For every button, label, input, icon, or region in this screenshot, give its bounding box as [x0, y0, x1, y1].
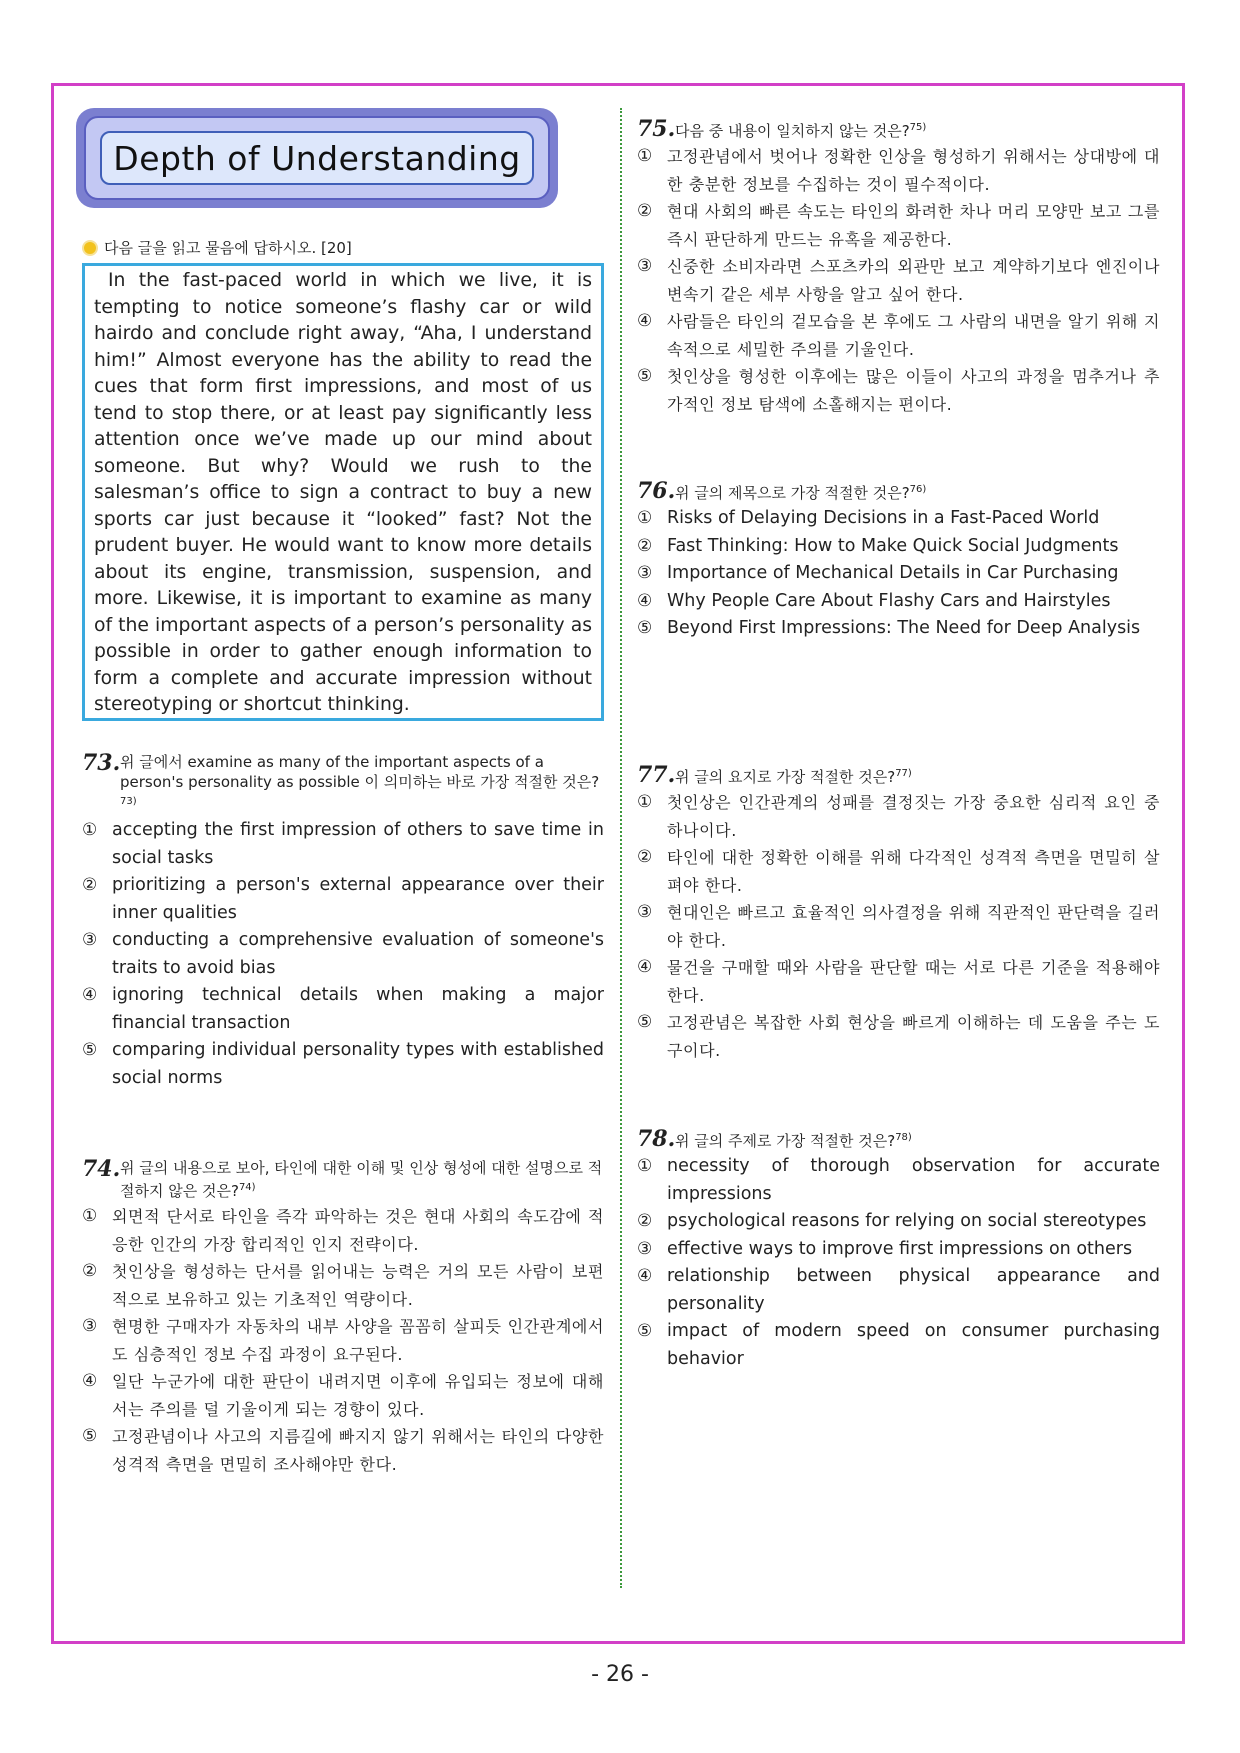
option-4[interactable]: ④ 일단 누군가에 대한 판단이 내려지면 이후에 유입되는 정보에 대해서는 주의를 덜 기울이게 되는 경향이 있다. — [82, 1371, 604, 1419]
passage-text: In the fast-paced world in which we live, it is tempting to notice someone’s flashy car or wild hairdo and conclude right away, “Aha, I understand him!” Almost everyone has the ability to read the cues that form first impressions, and most of us tend to stop there, or at least pay significantly less attention once we’ve made up our mind about someone. But why? Would we rush to the salesman’s office to sign a contract to buy a new sports car just because it “looked” fast? Not the prudent buyer. He would want to know more details about its engine, transmission, suspension, and more. Likewise, it is important to examine as many of the important aspects of a person’s personality as possible in order to gather enough information to form a complete and accurate impression without stereotyping or shortcut thinking. — [94, 270, 592, 715]
option-3[interactable]: ③ Importance of Mechanical Details in Car Purchasing — [637, 563, 1119, 583]
option-3[interactable]: ③ conducting a comprehensive evaluation of someone's traits to avoid bias — [82, 930, 604, 978]
option-5[interactable]: ⑤ 고정관념은 복잡한 사회 현상을 빠르게 이해하는 데 도움을 주는 도구이다. — [637, 1012, 1160, 1060]
page-title: Depth of Understanding — [113, 138, 521, 178]
option-4[interactable]: ④ relationship between physical appearance and personality — [637, 1266, 1160, 1314]
question-ref: 74) — [238, 1182, 256, 1193]
question-ref: 77) — [895, 768, 912, 779]
question-78 — [637, 1128, 1160, 1373]
option-4[interactable]: ④ 사람들은 타인의 겉모습을 본 후에도 그 사람의 내면을 알기 위해 지속적으로 세밀한 주의를 기울인다. — [637, 311, 1160, 359]
option-1[interactable]: ① Risks of Delaying Decisions in a Fast-Paced World — [637, 508, 1100, 528]
question-number: 78. — [637, 1126, 676, 1152]
question-number: 77. — [637, 762, 676, 788]
option-5[interactable]: ⑤ comparing individual personality types with established social norms — [82, 1040, 604, 1088]
flower-icon — [82, 240, 98, 256]
question-ref: 76) — [909, 484, 927, 495]
option-4[interactable]: ④ Why People Care About Flashy Cars and Hairstyles — [637, 590, 1111, 611]
question-76 — [637, 480, 1160, 643]
option-1[interactable]: ① accepting the first impression of others to save time in social tasks — [82, 820, 604, 868]
option-2[interactable]: ② 타인에 대한 정확한 이해를 위해 다각적인 성격적 측면을 면밀히 살펴야 한다. — [637, 847, 1160, 895]
option-1[interactable]: ① 고정관념에서 벗어나 정확한 인상을 형성하기 위해서는 상대방에 대한 충분한 정보를 수집하는 것이 필수적이다. — [637, 146, 1160, 194]
question-73 — [82, 752, 604, 1092]
option-2[interactable]: ② Fast Thinking: How to Make Quick Social Judgments — [637, 535, 1119, 556]
option-1[interactable]: ① 외면적 단서로 타인을 즉각 파악하는 것은 현대 사회의 속도감에 적응한 인간의 가장 합리적인 인지 전략이다. — [82, 1206, 604, 1254]
question-number: 76. — [637, 478, 676, 504]
reading-passage — [82, 263, 604, 721]
option-1[interactable]: ① 첫인상은 인간관계의 성패를 결정짓는 가장 중요한 심리적 요인 중 하나이다. — [637, 792, 1160, 840]
option-4[interactable]: ④ ignoring technical details when making a major financial transaction — [82, 985, 604, 1033]
question-77 — [637, 764, 1160, 1064]
instruction-text: 다음 글을 읽고 물음에 답하시오. [20] — [104, 239, 352, 257]
option-2[interactable]: ② 현대 사회의 빠른 속도는 타인의 화려한 차나 머리 모양만 보고 그를 즉시 판단하게 만드는 유혹을 제공한다. — [637, 201, 1160, 249]
question-number: 75. — [637, 116, 676, 142]
option-5[interactable]: ⑤ Beyond First Impressions: The Need for Deep Analysis — [637, 618, 1141, 638]
option-1[interactable]: ① necessity of thorough observation for accurate impressions — [637, 1156, 1160, 1204]
question-prompt: 위 글에서 examine as many of the important aspects of a person's personality as possible 이 의미하는 바로 가장 적절한 것은? — [120, 753, 600, 791]
option-2[interactable]: ② 첫인상을 형성하는 단서를 읽어내는 능력은 거의 모든 사람이 보편적으로 보유하고 있는 기초적인 역량이다. — [82, 1261, 604, 1309]
column-divider — [620, 108, 622, 1588]
page-number: - 26 - — [591, 1662, 649, 1687]
option-3[interactable]: ③ 현대인은 빠르고 효율적인 의사결정을 위해 직관적인 판단력을 길러야 한다. — [637, 902, 1160, 950]
question-prompt: 위 글의 제목으로 가장 적절한 것은? — [675, 484, 910, 502]
question-prompt: 위 글의 주제로 가장 적절한 것은? — [675, 1132, 896, 1150]
question-75 — [637, 118, 1160, 418]
question-number: 74. — [82, 1156, 121, 1182]
question-prompt: 다음 중 내용이 일치하지 않는 것은? — [675, 122, 910, 140]
option-3[interactable]: ③ 현명한 구매자가 자동차의 내부 사양을 꼼꼼히 살피듯 인간관계에서도 심층적인 정보 수집 과정이 요구된다. — [82, 1316, 604, 1364]
option-5[interactable]: ⑤ 고정관념이나 사고의 지름길에 빠지지 않기 위해서는 타인의 다양한 성격적 측면을 면밀히 조사해야만 한다. — [82, 1426, 604, 1474]
question-74 — [82, 1158, 604, 1478]
option-3[interactable]: ③ 신중한 소비자라면 스포츠카의 외관만 보고 계약하기보다 엔진이나 변속기 같은 세부 사항을 알고 싶어 한다. — [637, 256, 1160, 304]
question-ref: 78) — [895, 1132, 912, 1143]
option-2[interactable]: ② psychological reasons for relying on social stereotypes — [637, 1211, 1147, 1231]
option-2[interactable]: ② prioritizing a person's external appearance over their inner qualities — [82, 875, 604, 923]
instruction — [82, 237, 352, 258]
question-prompt: 위 글의 요지로 가장 적절한 것은? — [675, 768, 896, 786]
question-prompt: 위 글의 내용으로 보아, 타인에 대한 이해 및 인상 형성에 대한 설명으로 적절하지 않은 것은? — [120, 1159, 603, 1200]
option-5[interactable]: ⑤ impact of modern speed on consumer purchasing behavior — [637, 1321, 1160, 1369]
header-banner — [76, 108, 558, 208]
question-ref: 75) — [909, 122, 927, 133]
option-3[interactable]: ③ effective ways to improve first impressions on others — [637, 1238, 1133, 1259]
option-5[interactable]: ⑤ 첫인상을 형성한 이후에는 많은 이들이 사고의 과정을 멈추거나 추가적인 정보 탐색에 소홀해지는 편이다. — [637, 366, 1160, 414]
question-number: 73. — [82, 750, 121, 776]
option-4[interactable]: ④ 물건을 구매할 때와 사람을 판단할 때는 서로 다른 기준을 적용해야 한다. — [637, 957, 1160, 1005]
question-ref: 73) — [120, 796, 137, 807]
